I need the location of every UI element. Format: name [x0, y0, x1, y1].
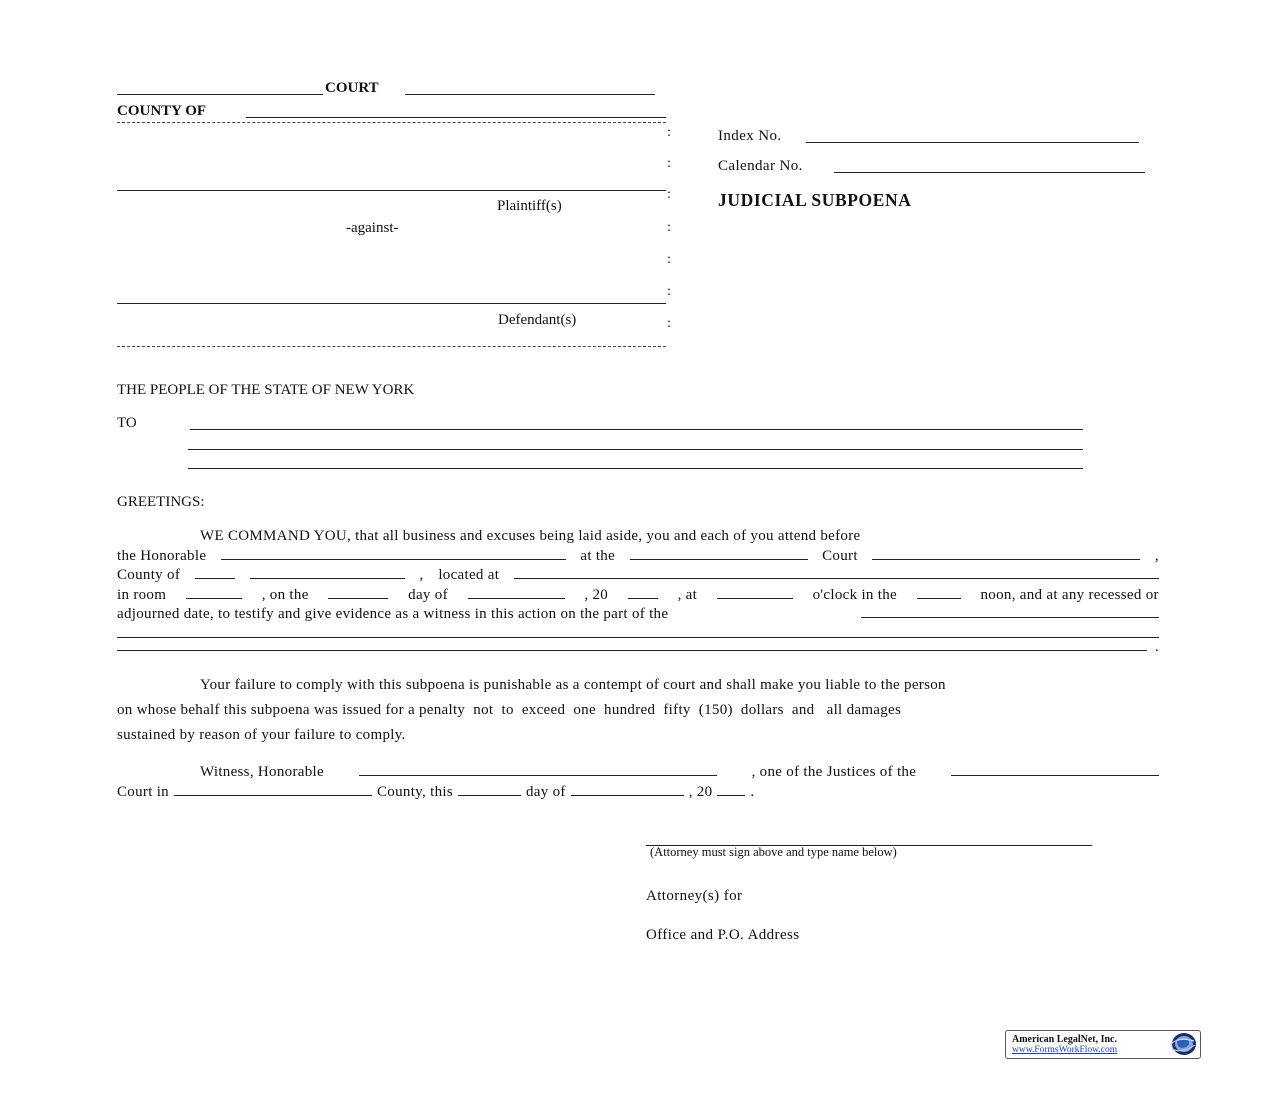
in-room-label: in room: [117, 586, 167, 603]
failure-line-1: Your failure to comply with this subpoena is punishable as a contempt of court and shall make you liable to the person: [200, 677, 946, 693]
court-name-blank[interactable]: [117, 94, 323, 95]
party-blank-continued[interactable]: [117, 638, 1147, 651]
command-lead: WE COMMAND YOU, that all business and excuses being laid aside, you and each of you attend before: [200, 528, 861, 544]
command-line-4: [117, 586, 1159, 606]
period: .: [750, 783, 755, 800]
noon-blank[interactable]: [917, 586, 961, 599]
day-of-label: day of: [408, 586, 448, 603]
failure-paragraph: [117, 673, 1159, 748]
publisher-logo: [1005, 1030, 1201, 1059]
index-no-blank[interactable]: [806, 142, 1139, 143]
caption-top-divider: [117, 122, 666, 123]
room-blank[interactable]: [186, 586, 242, 599]
caption-colon: :: [667, 252, 671, 267]
on-the-label: , on the: [261, 586, 309, 603]
justice-name-blank[interactable]: [359, 763, 717, 776]
people-heading: THE PEOPLE OF THE STATE OF NEW YORK: [117, 382, 415, 398]
at-the-label: at the: [580, 547, 616, 564]
caption-bottom-divider: [117, 346, 666, 347]
command-line-1: [117, 527, 1159, 547]
justice-court-blank[interactable]: [951, 763, 1159, 776]
located-at-label: located at: [438, 567, 500, 583]
year-blank[interactable]: [628, 586, 658, 599]
witness-line-2: [117, 783, 1159, 803]
signature-note: (Attorney must sign above and type name below): [650, 845, 897, 859]
caption-colon: :: [667, 220, 671, 235]
caption-colon: :: [667, 316, 671, 331]
command-paragraph: [117, 527, 1159, 657]
greetings-label: GREETINGS:: [117, 494, 205, 510]
county-name-blank[interactable]: [250, 566, 405, 579]
court-word: Court: [822, 547, 858, 564]
party-blank-continued[interactable]: [117, 625, 1159, 638]
defendant-label: Defendant(s): [498, 312, 577, 328]
county-of-label: County of: [117, 567, 181, 583]
witness-paragraph: [117, 763, 1159, 802]
attorneys-for-label: Attorney(s) for: [646, 888, 743, 904]
command-line-6: [117, 625, 1159, 638]
publisher-name: American LegalNet, Inc.: [1012, 1034, 1117, 1045]
year-prefix: , 20: [584, 586, 609, 603]
county-label: COUNTY OF: [117, 103, 207, 119]
adjourned-text: adjourned date, to testify and give evidence as a witness in this action on the part of the: [117, 606, 669, 622]
calendar-no-blank[interactable]: [834, 172, 1145, 173]
noon-rest: noon, and at any recessed or: [980, 586, 1159, 603]
recipient-line-3[interactable]: [188, 468, 1083, 469]
failure-line-2: on whose behalf this subpoena was issued for a penalty not to exceed one hundred fifty (150) dollars and all damages: [117, 702, 902, 718]
plaintiff-name-blank[interactable]: [117, 190, 666, 191]
court-type-blank[interactable]: [630, 547, 808, 560]
calendar-no-label: Calendar No.: [718, 158, 803, 174]
county-this-label: County, this: [377, 783, 453, 800]
caption-colon: :: [667, 284, 671, 299]
plaintiff-label: Plaintiff(s): [497, 198, 562, 214]
command-line-5: [117, 605, 1159, 625]
command-line-2: [117, 547, 1159, 567]
failure-line-3: sustained by reason of your failure to comply.: [117, 727, 406, 743]
location-blank[interactable]: [514, 566, 1159, 579]
court-suffix-blank[interactable]: [405, 94, 655, 95]
judge-name-blank[interactable]: [221, 547, 566, 560]
day-blank[interactable]: [458, 783, 521, 796]
against-label: -against-: [346, 220, 399, 236]
comma: ,: [419, 567, 424, 583]
county-blank-short[interactable]: [195, 566, 235, 579]
defendant-name-blank[interactable]: [117, 303, 666, 304]
comma: ,: [1154, 547, 1159, 564]
to-label: TO: [117, 415, 137, 431]
county-name-blank[interactable]: [174, 783, 372, 796]
publisher-url[interactable]: www.FormsWorkFlow.com: [1012, 1045, 1118, 1055]
month-blank[interactable]: [468, 586, 565, 599]
at-label: , at: [677, 586, 698, 603]
party-blank[interactable]: [861, 605, 1159, 618]
county-blank[interactable]: [246, 117, 666, 118]
honorable-label: the Honorable: [117, 547, 207, 564]
month-blank[interactable]: [571, 783, 684, 796]
court-in-label: Court in: [117, 783, 169, 800]
oclock-label: o'clock in the: [812, 586, 897, 603]
period: .: [1154, 638, 1159, 655]
witness-line-1: [117, 763, 1159, 783]
recipient-line-1[interactable]: [190, 429, 1083, 430]
time-blank[interactable]: [717, 586, 793, 599]
court-label: COURT: [325, 80, 379, 96]
index-no-label: Index No.: [718, 128, 782, 144]
justices-text: , one of the Justices of the: [751, 764, 917, 780]
year-blank[interactable]: [717, 783, 745, 796]
witness-honorable: Witness, Honorable: [200, 764, 324, 780]
command-line-7: [117, 638, 1159, 658]
command-line-3: [117, 566, 1159, 586]
day-blank[interactable]: [328, 586, 388, 599]
document-title: JUDICIAL SUBPOENA: [718, 190, 912, 210]
caption-colon: :: [667, 187, 671, 202]
court-location-blank[interactable]: [872, 547, 1140, 560]
year-prefix: , 20: [688, 783, 713, 800]
office-address-label: Office and P.O. Address: [646, 927, 800, 943]
recipient-line-2[interactable]: [188, 449, 1083, 450]
day-of-label: day of: [525, 783, 566, 800]
caption-colon: :: [667, 125, 671, 140]
caption-colon: :: [667, 156, 671, 171]
globe-icon: [1164, 1032, 1198, 1056]
